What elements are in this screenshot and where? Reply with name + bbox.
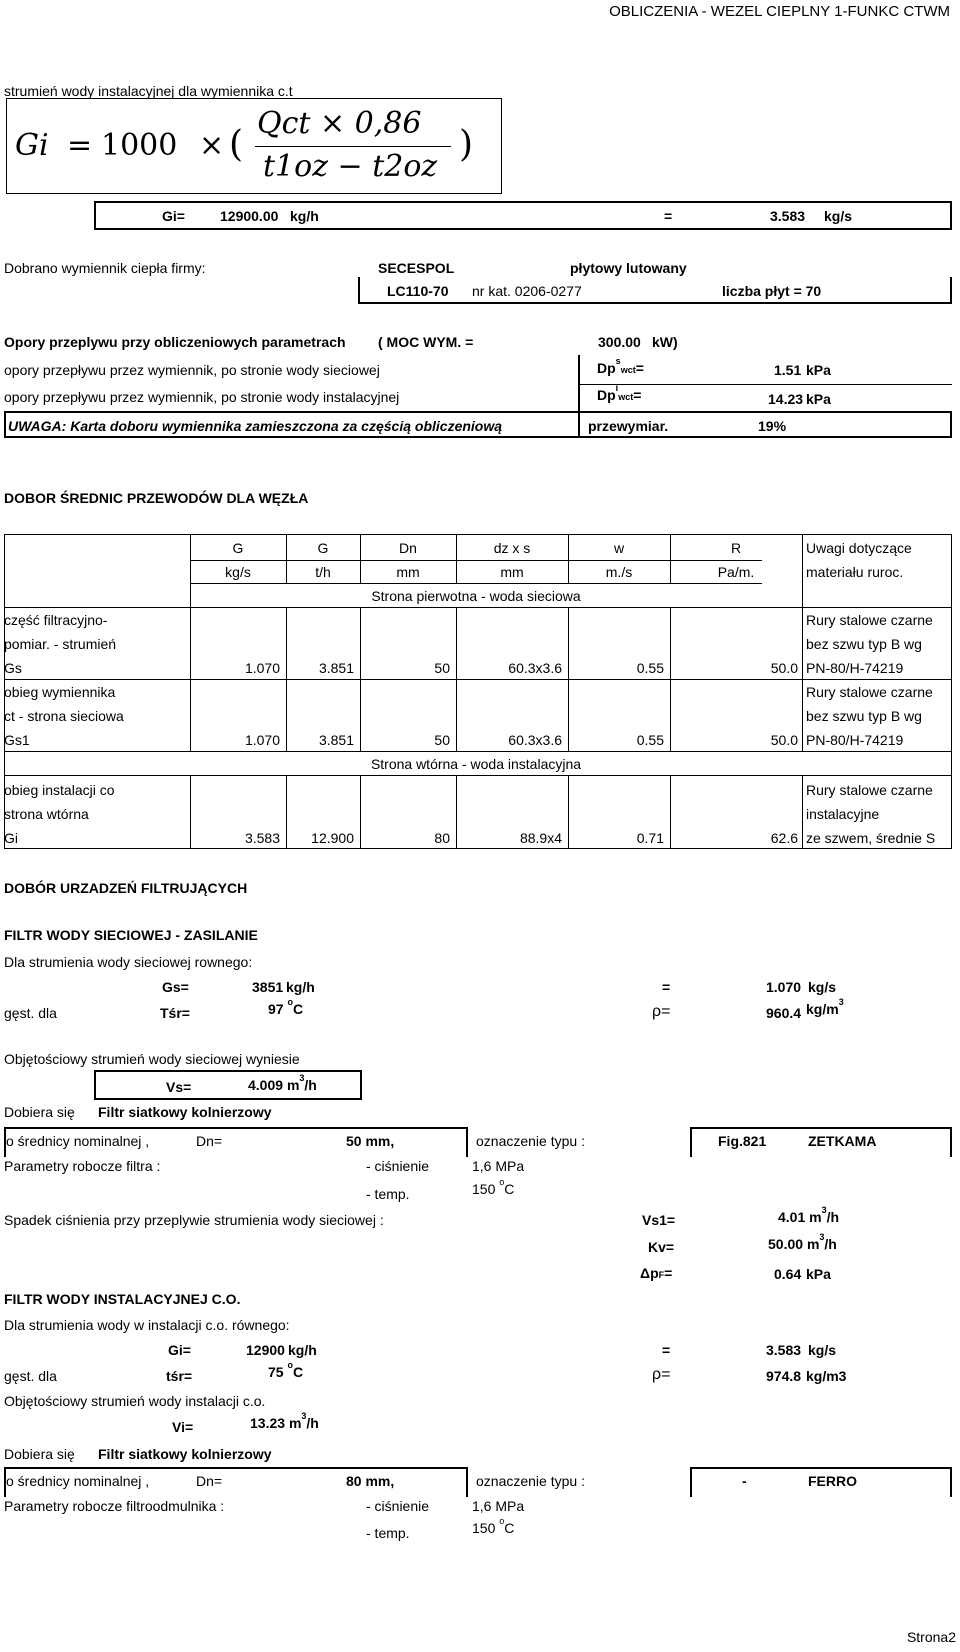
- filter2-type-label: oznaczenie typu :: [476, 1473, 585, 1489]
- filter1-eq: =: [662, 979, 671, 995]
- col-dz: dz x s: [493, 540, 531, 556]
- unit-dz: mm: [500, 564, 524, 580]
- note-box: [4, 411, 952, 438]
- exchanger-plates: liczba płyt = 70: [722, 283, 822, 299]
- row1-label2: pomiar. - strumień: [4, 636, 117, 652]
- col-r: R: [730, 540, 742, 556]
- filter2-rho-unit: kg/m3: [806, 1368, 847, 1384]
- row2-sym: Gs1: [4, 732, 30, 748]
- gi-eq: =: [664, 208, 673, 224]
- exchanger-label: Dobrano wymiennik ciepła firmy:: [4, 260, 206, 276]
- unit-w: m./s: [605, 564, 633, 580]
- formula-lhs: Gi: [15, 128, 49, 163]
- gi-unit2: kg/s: [824, 208, 853, 224]
- filter1-title: FILTR WODY SIECIOWEJ - ZASILANIE: [4, 927, 258, 943]
- filter2-params-label: Parametry robocze filtroodmulnika :: [4, 1498, 225, 1514]
- filter1-g-unit: kg/h: [286, 979, 315, 995]
- flow-intro: strumień wody instalacyjnej dla wymiennika c.t: [4, 83, 293, 99]
- filter1-dens-label: gęst. dla: [4, 1005, 57, 1021]
- filter2-dn-intro: o średnicy nominalnej ,: [6, 1473, 150, 1489]
- unit-r: Pa/m.: [717, 564, 755, 580]
- row1-note2: bez szwu typ B wg: [806, 636, 922, 652]
- filter1-dp-unit: kPa: [806, 1266, 831, 1282]
- over-label: przewymiar.: [588, 418, 669, 434]
- row3-dz: 88.9x4: [519, 830, 562, 846]
- filter2-g-value2: 3.583: [766, 1342, 802, 1358]
- filter1-vol-label: Objętościowy strumień wody sieciowej wyniesie: [4, 1051, 300, 1067]
- filter1-kv-value: 50.00 $m^3/h$: [768, 1232, 837, 1252]
- gi-value: 12900.00: [220, 208, 279, 224]
- filter2-eq: =: [662, 1342, 671, 1358]
- power-unit: kW): [652, 334, 678, 350]
- resistance-row1-label: opory przepływu przez wymiennik, po stronie wody sieciowej: [4, 362, 380, 378]
- formula-denominator: t1oz − t2oz: [263, 149, 438, 184]
- filter2-pick-label: Dobiera się: [4, 1446, 75, 1462]
- row2-label2: ct - strona sieciowa: [4, 708, 124, 724]
- exchanger-type: płytowy lutowany: [570, 260, 687, 276]
- row2-w: 0.55: [636, 732, 664, 748]
- filter2-vol-label: Objętościowy strumień wody instalacji c.o.: [4, 1393, 266, 1409]
- filter1-g-value: 3851: [252, 979, 284, 995]
- filter2-dn-value: 80 mm,: [346, 1473, 395, 1489]
- section-primary: Strona pierwotna - woda sieciowa: [371, 588, 581, 604]
- filter1-pick-label: Dobiera się: [4, 1104, 75, 1120]
- formula-eq: =: [67, 128, 93, 163]
- filter2-p-label: - ciśnienie: [366, 1498, 430, 1514]
- filter2-intro: Dla strumienia wody w instalacji c.o. równego:: [4, 1317, 290, 1333]
- filter1-type-label: oznaczenie typu :: [476, 1133, 585, 1149]
- row3-label2: strona wtórna: [4, 806, 89, 822]
- page-footer: Strona2: [906, 1629, 956, 1645]
- row1-sym: Gs: [4, 660, 22, 676]
- filter2-rho: ρ=: [652, 1366, 671, 1383]
- row2-dz: 60.3x3.6: [508, 732, 562, 748]
- filter2-rho-value: 974.8: [766, 1368, 802, 1384]
- filter1-dp-value: 0.64: [774, 1266, 802, 1282]
- dp-i-unit: kPa: [806, 391, 831, 407]
- gi-label: Gi=: [162, 208, 185, 224]
- filter2-t-value: 75 $^o$C: [268, 1360, 304, 1380]
- filter2-pick-value: Filtr siatkowy kolnierzowy: [98, 1446, 272, 1462]
- row3-w: 0.71: [636, 830, 664, 846]
- exchanger-model: LC110-70: [387, 283, 449, 299]
- filter1-rho-unit: $kg/m^3$: [806, 997, 844, 1017]
- filter1-temp-label: - temp.: [366, 1186, 410, 1202]
- filter1-v-label: Vs=: [166, 1079, 192, 1095]
- dp-i-symbol: $Dp^iwct=$: [597, 383, 642, 403]
- formula-rpar: ): [459, 124, 474, 165]
- filter1-maker: ZETKAMA: [808, 1133, 877, 1149]
- row1-w: 0.55: [636, 660, 664, 676]
- filter1-vs-box: [94, 1070, 362, 1100]
- row1-dn: 50: [434, 660, 450, 676]
- filter1-pick-value: Filtr siatkowy kolnierzowy: [98, 1104, 272, 1120]
- formula-const: 1000: [101, 128, 178, 163]
- filter2-title: FILTR WODY INSTALACYJNEJ C.O.: [4, 1291, 241, 1307]
- row1-r: 50.0: [770, 660, 798, 676]
- row1-note1: Rury stalowe czarne: [806, 612, 933, 628]
- filter1-rho: ρ=: [652, 1003, 671, 1020]
- row2-label1: obieg wymiennika: [4, 684, 116, 700]
- power-label: ( MOC WYM. =: [378, 334, 474, 350]
- col-g: G: [232, 540, 244, 556]
- filter1-g-unit2: kg/s: [808, 979, 837, 995]
- filter1-dn-label: Dn=: [196, 1133, 223, 1149]
- col-notes: Uwagi dotyczące: [806, 540, 912, 556]
- gi-result-box: [94, 201, 952, 230]
- row3-label1: obieg instalacji co: [4, 782, 115, 798]
- col-dn: Dn: [399, 540, 417, 556]
- row2-note2: bez szwu typ B wg: [806, 708, 922, 724]
- filter2-g-value: 12900: [246, 1342, 285, 1358]
- filter2-type-value: -: [742, 1473, 747, 1489]
- filter2-temp-value: 150 $^o$C: [472, 1516, 515, 1536]
- row3-note3: ze szwem, średnie S: [806, 830, 936, 846]
- filter1-rho-value: 960.4: [766, 1005, 802, 1021]
- gi-value2: 3.583: [770, 208, 806, 224]
- filter2-temp-label: - temp.: [366, 1525, 410, 1541]
- note-text: UWAGA: Karta doboru wymiennika zamieszczona za częścią obliczeniową: [8, 418, 503, 434]
- row1-dz: 60.3x3.6: [508, 660, 562, 676]
- row2-gt: 3.851: [318, 732, 354, 748]
- row2-note3: PN-80/H-74219: [806, 732, 904, 748]
- filter2-g-unit: kg/h: [288, 1342, 317, 1358]
- formula-lpar: (: [229, 124, 244, 165]
- formula-box: [6, 98, 502, 194]
- over-value: 19%: [758, 418, 787, 434]
- filter2-t-label: tśr=: [166, 1368, 193, 1384]
- row2-dn: 50: [434, 732, 450, 748]
- row3-note1: Rury stalowe czarne: [806, 782, 933, 798]
- section-secondary: Strona wtórna - woda instalacyjna: [370, 756, 582, 772]
- formula-numerator: Qct × 0,86: [257, 106, 422, 141]
- filter1-g-label: Gs=: [162, 979, 189, 995]
- dp-s-symbol: $Dp^swct=$: [597, 356, 644, 376]
- filter2-dens-label: gęst. dla: [4, 1368, 57, 1384]
- filter2-g-label: Gi=: [168, 1342, 191, 1358]
- filter1-dn-intro: o średnicy nominalnej ,: [6, 1133, 150, 1149]
- resistance-header: Opory przeplywu przy obliczeniowych parametrach: [4, 334, 346, 350]
- filter1-p-value: 1,6 MPa: [472, 1158, 525, 1174]
- filter1-v-value: 4.009 $m^3/h$: [248, 1073, 317, 1093]
- filter2-v-value: 13.23 $m^3/h$: [250, 1411, 319, 1431]
- filter1-p-label: - ciśnienie: [366, 1158, 430, 1174]
- row1-g: 1.070: [244, 660, 280, 676]
- dp-s-value: 1.51: [774, 362, 802, 378]
- dobor-title: DOBOR ŚREDNIC PRZEWODÓW DLA WĘZŁA: [4, 490, 309, 506]
- filters-title: DOBÓR URZADZEŃ FILTRUJĄCYCH: [4, 880, 248, 896]
- filter1-g-value2: 1.070: [766, 979, 802, 995]
- filter2-maker: FERRO: [808, 1473, 857, 1489]
- unit-notes: materiału ruroc.: [806, 564, 904, 580]
- unit-dn: mm: [396, 564, 420, 580]
- dp-i-value: 14.23: [768, 391, 804, 407]
- dp-s-unit: kPa: [806, 362, 831, 378]
- filter2-dn-label: Dn=: [196, 1473, 223, 1489]
- row3-g: 3.583: [244, 830, 280, 846]
- power-value: 300.00: [598, 334, 641, 350]
- row1-note3: PN-80/H-74219: [806, 660, 904, 676]
- row2-note1: Rury stalowe czarne: [806, 684, 933, 700]
- col-g-th: G: [317, 540, 329, 556]
- filter1-t-label: Tśr=: [160, 1005, 190, 1021]
- resistance-row2-label: opory przepływu przez wymiennik, po stronie wody instalacyjnej: [4, 389, 400, 405]
- page-title: OBLICZENIA - WEZEL CIEPLNY 1-FUNKC CTWM: [609, 3, 950, 20]
- row1-gt: 3.851: [318, 660, 354, 676]
- exchanger-make: SECESPOL: [378, 260, 455, 276]
- filter1-vs1-value: 4.01 $m^3/h$: [778, 1205, 840, 1225]
- row3-r: 62.6: [770, 830, 798, 846]
- filter1-vs1-label: Vs1=: [642, 1212, 676, 1228]
- exchanger-catalog: nr kat. 0206-0277: [472, 283, 582, 299]
- row3-note2: instalacyjne: [806, 806, 880, 822]
- row1-label1: część filtracyjno-: [4, 612, 108, 628]
- unit-g: kg/s: [225, 564, 251, 580]
- row2-r: 50.0: [770, 732, 798, 748]
- unit-g-th: t/h: [315, 564, 331, 580]
- row3-dn: 80: [434, 830, 450, 846]
- filter1-temp-value: 150 $^o$C: [472, 1177, 515, 1197]
- filter2-v-label: Vi=: [172, 1419, 194, 1435]
- filter1-type-value: Fig.821: [718, 1133, 767, 1149]
- filter1-drop-label: Spadek ciśnienia przy przeplywie strumienia wody sieciowej :: [4, 1212, 384, 1228]
- filter1-t-value: 97 $^o$C: [268, 997, 304, 1017]
- filter2-g-unit2: kg/s: [808, 1342, 837, 1358]
- filter1-dp-label: ΔpF=: [640, 1265, 673, 1281]
- row2-g: 1.070: [244, 732, 280, 748]
- row3-sym: Gi: [4, 830, 18, 846]
- filter2-p-value: 1,6 MPa: [472, 1498, 525, 1514]
- formula-times: ×: [199, 128, 225, 163]
- filter1-params-label: Parametry robocze filtra :: [4, 1158, 161, 1174]
- filter1-intro: Dla strumienia wody sieciowej rownego:: [4, 954, 253, 970]
- row3-gt: 12.900: [311, 830, 354, 846]
- filter1-kv-label: Kv=: [648, 1239, 675, 1255]
- col-w: w: [613, 540, 625, 556]
- gi-unit: kg/h: [290, 208, 319, 224]
- filter1-dn-value: 50 mm,: [346, 1133, 395, 1149]
